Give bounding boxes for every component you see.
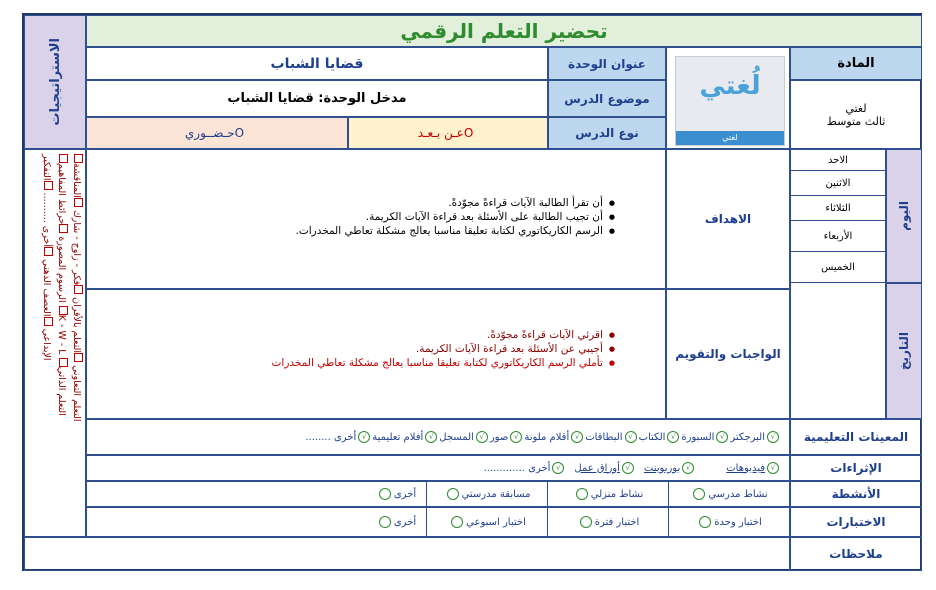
strategy-item: العصف الذهني xyxy=(41,259,52,317)
day-label: الثلاثاء xyxy=(825,202,851,214)
activity-label: أخرى xyxy=(393,488,417,500)
check-icon[interactable]: √ xyxy=(571,431,583,443)
activity-label: مسابقة مدرستي xyxy=(461,488,531,500)
aid-item: صور xyxy=(489,431,509,443)
tests-content xyxy=(86,507,790,537)
aid-item: البرجكتر xyxy=(730,431,765,443)
enrichment-label-cell xyxy=(790,455,922,481)
logo-caption: لغتي xyxy=(676,131,784,145)
homework-item: ● أجيبي عن الأسئلة بعد قراءة الآيات الكريمة. xyxy=(272,342,615,356)
unit-value-cell xyxy=(86,47,548,80)
remote-option[interactable] xyxy=(348,117,548,149)
lesson-label: موضوع الدرس xyxy=(564,91,650,106)
strategy-checkbox[interactable] xyxy=(59,154,68,163)
aid-item: أخرى ........ xyxy=(305,431,357,443)
activity-option[interactable] xyxy=(668,482,789,506)
strategy-item: حرائط المفاهيم xyxy=(56,163,67,225)
check-icon[interactable]: √ xyxy=(767,431,779,443)
check-icon[interactable]: √ xyxy=(476,431,488,443)
logo-image xyxy=(675,56,785,146)
day-title: اليوم xyxy=(897,201,911,231)
title-bar xyxy=(86,15,922,47)
test-option[interactable] xyxy=(426,508,547,536)
enrichment-item: بوربوينت xyxy=(643,462,681,474)
strategy-item: فكر - زاوج - شارك xyxy=(71,209,82,286)
day-wednesday[interactable] xyxy=(791,221,885,252)
strategy-checkbox[interactable] xyxy=(59,224,68,233)
strategy-checkbox[interactable] xyxy=(44,247,53,256)
aid-item: أقلام ملونة xyxy=(524,431,570,443)
day-label: الاثنين xyxy=(825,177,851,189)
page-title: تحضير التعلم الرقمي xyxy=(400,19,608,43)
unit-label: عنوان الوحدة xyxy=(568,56,646,71)
check-icon[interactable]: √ xyxy=(767,462,779,474)
objective-item: ● أن تقرأ الطالبة الآيات قراءةً مجوّدةً. xyxy=(295,196,615,210)
subject-grade: ثالث متوسط xyxy=(826,114,886,128)
day-label: الخميس xyxy=(821,261,855,273)
homework-content xyxy=(86,289,666,419)
check-icon[interactable]: √ xyxy=(510,431,522,443)
objectives-label: الاهداف xyxy=(704,212,752,226)
homework-label-cell xyxy=(666,289,790,419)
aid-item: البطاقات xyxy=(585,431,623,443)
date-title: التاريخ xyxy=(897,331,911,371)
aid-item: الكتاب xyxy=(638,431,666,443)
homework-label: الواجبات والتقويم xyxy=(675,347,781,361)
test-option[interactable] xyxy=(547,508,668,536)
radio-circle-icon[interactable] xyxy=(693,488,705,500)
subject-value-cell xyxy=(790,80,922,149)
strategy-checkbox[interactable] xyxy=(59,306,68,315)
present-option[interactable] xyxy=(86,117,348,149)
check-icon[interactable]: √ xyxy=(425,431,437,443)
day-label-cell xyxy=(886,149,922,283)
activity-option[interactable] xyxy=(426,482,547,506)
day-tuesday[interactable] xyxy=(791,196,885,221)
activities-content xyxy=(86,481,790,507)
aid-item: السبورة xyxy=(681,431,715,443)
activity-label: نشاط منزلي xyxy=(590,488,644,500)
strategy-checkbox[interactable] xyxy=(74,154,83,163)
radio-circle-icon[interactable] xyxy=(576,488,588,500)
tests-label: الاختبارات xyxy=(826,515,886,529)
activity-option[interactable] xyxy=(547,482,668,506)
activities-label: الأنشطة xyxy=(831,487,881,501)
objectives-content xyxy=(86,149,666,289)
notes-label-cell xyxy=(790,537,922,571)
enrichment-item: فيديوهات xyxy=(726,462,765,474)
radio-circle-icon[interactable] xyxy=(451,516,463,528)
test-option[interactable] xyxy=(668,508,789,536)
aids-content xyxy=(86,419,790,455)
strategy-item: الرسوم المصورة xyxy=(56,236,67,303)
lesson-value: مدخل الوحدة: قضايا الشباب xyxy=(227,91,407,106)
strategy-item: الإبداعي xyxy=(41,328,52,361)
test-label: اختبار فترة xyxy=(594,516,640,528)
strategy-checkbox[interactable] xyxy=(44,317,53,326)
strategies-col-1 xyxy=(71,154,85,534)
test-option[interactable] xyxy=(366,508,426,536)
radio-circle-icon[interactable] xyxy=(699,516,711,528)
objective-item: ● أن تجيب الطالبة على الأسئلة بعد قراءة الآيات الكريمة. xyxy=(295,210,615,224)
lesson-label-cell xyxy=(548,80,666,117)
strategy-checkbox[interactable] xyxy=(59,358,68,367)
tests-label-cell xyxy=(790,507,922,537)
radio-circle-icon[interactable] xyxy=(379,516,391,528)
remote-radio-icon[interactable]: O xyxy=(463,126,474,140)
remote-label: عـن بـعـد xyxy=(417,126,464,140)
strategy-item: التعلم التعاوني xyxy=(71,365,82,422)
present-radio-icon[interactable]: O xyxy=(234,126,245,140)
subject-name: لغتي xyxy=(845,101,867,115)
radio-circle-icon[interactable] xyxy=(379,488,391,500)
aids-label: المعينات التعليمية xyxy=(803,430,909,444)
enrichment-content xyxy=(86,455,790,481)
notes-label: ملاحظات xyxy=(829,547,883,561)
enrichment-label: الإثراءات xyxy=(830,461,882,475)
homework-item: ● تأملي الرسم الكاريكاتوري لكتابة تعليقا مناسبا يعالج مشكلة تعاطي المخدرات xyxy=(272,356,615,370)
radio-circle-icon[interactable] xyxy=(580,516,592,528)
days-column xyxy=(790,149,886,419)
day-monday[interactable] xyxy=(791,171,885,196)
day-thursday[interactable] xyxy=(791,252,885,283)
activity-label: نشاط مدرسي xyxy=(708,488,768,500)
strategy-checkbox[interactable] xyxy=(74,198,83,207)
unit-label-cell xyxy=(548,47,666,80)
check-icon[interactable]: √ xyxy=(622,462,634,474)
homework-item: ● اقرئي الآيات قراءةً مجوّدةً. xyxy=(272,328,615,342)
check-icon[interactable]: √ xyxy=(552,462,564,474)
check-icon[interactable]: √ xyxy=(667,431,679,443)
strategy-checkbox[interactable] xyxy=(74,285,83,294)
strategy-item: K - W - L xyxy=(56,314,67,355)
aids-label-cell xyxy=(790,419,922,455)
strategies-col-3 xyxy=(41,154,55,534)
enrichment-item: أوراق عمل xyxy=(574,462,620,474)
strategy-checkbox[interactable] xyxy=(74,353,83,362)
objectives-list xyxy=(295,196,615,238)
subject-label: المادة xyxy=(837,56,875,71)
notes-area[interactable] xyxy=(24,537,790,571)
strategy-checkbox[interactable] xyxy=(44,181,53,190)
date-label-cell xyxy=(886,283,922,419)
lesson-value-cell xyxy=(86,80,548,117)
strategies-header xyxy=(24,15,86,149)
lesson-plan-frame xyxy=(22,13,922,571)
strategies-title: الاستراتيجيات xyxy=(47,38,63,126)
present-label: حـضــوري xyxy=(184,126,235,140)
day-label: الاحد xyxy=(828,154,848,166)
strategy-item: التفكير xyxy=(41,154,52,181)
logo-cell xyxy=(666,47,790,149)
strategies-list xyxy=(24,149,86,537)
aid-item: المسجل xyxy=(439,431,474,443)
logo-text: لُغتي xyxy=(699,71,761,101)
test-label: أخرى xyxy=(393,516,417,528)
check-icon[interactable]: √ xyxy=(625,431,637,443)
strategy-item: التعلم الذاتي xyxy=(56,366,67,416)
homework-list xyxy=(272,328,615,370)
check-icon[interactable]: √ xyxy=(358,431,370,443)
enrichment-item: أخرى ............. xyxy=(483,462,551,474)
strategy-item: أخرى .......... xyxy=(41,192,52,248)
check-icon[interactable]: √ xyxy=(682,462,694,474)
strategy-item: المناقشة xyxy=(71,163,82,198)
day-label: الأربعاء xyxy=(823,230,853,242)
radio-circle-icon[interactable] xyxy=(447,488,459,500)
check-icon[interactable]: √ xyxy=(716,431,728,443)
lesson-type-label: نوع الدرس xyxy=(575,126,639,140)
activity-option[interactable] xyxy=(366,482,426,506)
unit-value: قضايا الشباب xyxy=(270,55,364,72)
day-sunday[interactable] xyxy=(791,150,885,171)
lesson-type-label-cell xyxy=(548,117,666,149)
subject-label-cell xyxy=(790,47,922,80)
test-label: اختبار اسبوعي xyxy=(466,516,526,528)
objective-item: ● الرسم الكاريكاتوري لكتابة تعليقا مناسبا يعالج مشكلة تعاطي المخدرات. xyxy=(295,224,615,238)
objectives-label-cell xyxy=(666,149,790,289)
strategies-col-2 xyxy=(56,154,70,534)
activities-label-cell xyxy=(790,481,922,507)
aid-item: أفلام تعليمية xyxy=(372,431,424,443)
strategy-item: التعلم بالأقران xyxy=(71,297,82,353)
test-label: اختبار وحدة xyxy=(714,516,762,528)
